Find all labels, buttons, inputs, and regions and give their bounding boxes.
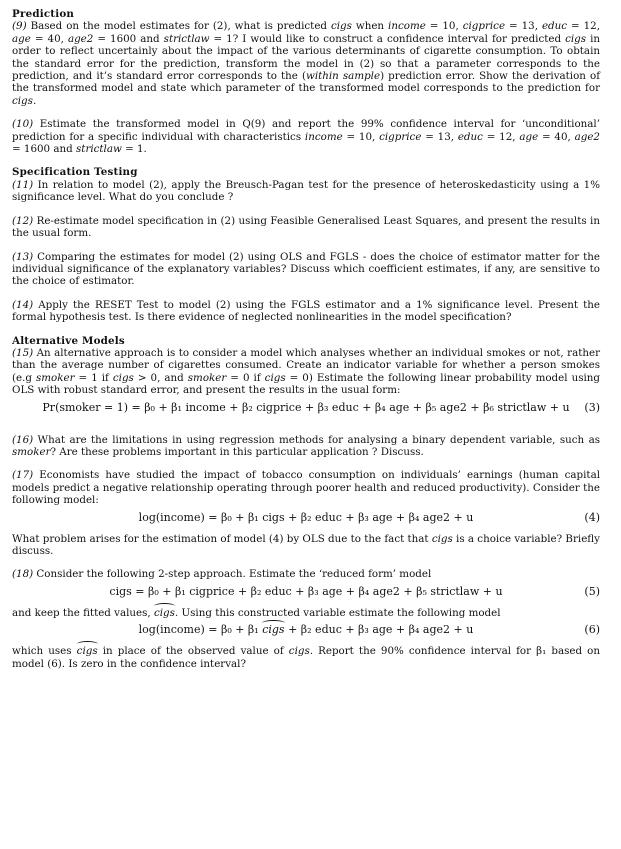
var: age xyxy=(519,130,539,143)
text: = 10, xyxy=(425,20,463,33)
text: and keep the fitted values, xyxy=(12,606,154,619)
text: = 1600 and xyxy=(93,32,164,45)
question-number: (12) xyxy=(12,214,34,227)
text: What are the limitations in using regression methods for analysing a binary dependent variable, such as xyxy=(33,433,600,446)
text: = 13, xyxy=(505,20,542,33)
equation-body xyxy=(139,624,474,636)
text: = 0 if xyxy=(226,371,265,384)
text: = 10, xyxy=(342,130,380,143)
document-page xyxy=(12,8,600,670)
equation-body: Pr(smoker = 1) = β₀ + β₁ income + β₂ cigprice + β₃ educ + β₄ age + β₅ age2 + β₆ strictlaw + u xyxy=(42,400,570,414)
var: cigprice xyxy=(462,20,506,33)
text: when xyxy=(351,20,389,33)
question-18 xyxy=(12,568,600,580)
text: Consider the following 2-step approach. Estimate the ‘reduced form’ model xyxy=(33,568,432,581)
var: age xyxy=(12,32,31,45)
question-9 xyxy=(12,20,600,107)
text: which uses xyxy=(12,645,77,658)
var-hat: cigs xyxy=(76,645,98,658)
equation-number: (6) xyxy=(584,623,600,637)
equation-body: cigs = β₀ + β₁ cigprice + β₂ educ + β₃ age + β₄ age2 + β₅ strictlaw + u xyxy=(109,584,503,598)
var: educ xyxy=(541,20,568,33)
question-number: (9) xyxy=(12,20,27,33)
question-number: (18) xyxy=(12,568,34,581)
text: Estimate the transformed model in Q(9) and report the 99% confidence interval for ‘unconditional’ prediction for a specific individual with characteristics xyxy=(12,118,600,143)
text: What problem arises for the estimation of model (4) by OLS due to the fact that xyxy=(12,532,432,545)
text: Apply the RESET Test to model (2) using the FGLS estimator and a 1% significance level. Present the formal hypothesis test. Is there evidence of neglected nonlinearities in the model specification? xyxy=(12,298,600,324)
var: educ xyxy=(457,130,483,143)
section-heading-alternative-models: Alternative Models xyxy=(12,334,125,347)
text: = 1? I would like to construct a confidence interval for predicted xyxy=(209,32,566,45)
equation-4 xyxy=(12,512,600,528)
text: . xyxy=(32,94,37,107)
text: log(income) = β₀ + β₁ xyxy=(138,623,263,637)
var-hat: cigs xyxy=(153,606,175,619)
text: In relation to model (2), apply the Breusch-Pagan test for the presence of heteroskedasticity using a 1% significance level. What do you conclude ? xyxy=(12,178,600,204)
var: cigs xyxy=(330,20,352,33)
question-14 xyxy=(12,299,600,324)
question-18-followup xyxy=(12,607,600,619)
text: ) prediction error. Show the derivation of the transformed model and state which parameter of the transformed model corresponds to the prediction for xyxy=(12,70,601,95)
question-18-final xyxy=(12,645,600,670)
text: . Using this constructed variable estimate the following model xyxy=(174,606,501,619)
text: is a choice variable? Briefly discuss. xyxy=(12,532,600,557)
question-number: (11) xyxy=(12,178,34,191)
text: Comparing the estimates for model (2) using OLS and FGLS - does the choice of estimator matter for the individual significance of the explanatory variables? Discuss which coefficient estimates, if any, are sensitive to the choice of estimator. xyxy=(12,250,600,288)
text: = 0) Estimate the following linear probability model using OLS with robust standard error, and present the results in the usual form: xyxy=(12,371,600,397)
question-number: (10) xyxy=(12,118,34,131)
text: Based on the model estimates for (2), what is predicted xyxy=(26,20,331,33)
var: smoker xyxy=(187,371,227,384)
question-16 xyxy=(12,434,600,459)
var: income xyxy=(388,20,426,33)
text: = 12, xyxy=(567,20,601,33)
question-17-followup xyxy=(12,533,600,558)
var-hat: cigs xyxy=(262,623,285,637)
var: strictlaw xyxy=(163,32,210,45)
section-heading-specification-testing: Specification Testing xyxy=(12,166,138,179)
text: = 1 if xyxy=(74,371,113,384)
emph: within sample xyxy=(306,70,381,83)
question-number: (15) xyxy=(12,346,34,359)
question-12 xyxy=(12,215,600,240)
text: = 12, xyxy=(482,130,520,143)
text: Economists have studied the impact of tobacco consumption on individuals’ earnings (human capital models predict a negative relationship operating through poorer health and reduced productivity). Consider the following model: xyxy=(12,469,600,507)
var: cigs xyxy=(264,371,286,384)
var: smoker xyxy=(12,445,51,458)
var: cigs xyxy=(12,94,33,107)
var: strictlaw xyxy=(76,143,122,156)
question-number: (17) xyxy=(12,469,34,482)
var: age2 xyxy=(67,32,94,45)
question-number: (13) xyxy=(12,250,34,263)
section-heading-prediction: Prediction xyxy=(12,8,75,20)
text: in order to reflect uncertainly about the impact of the various determinants of cigarette consumption. To obtain the standard error for the prediction, transform the model in (2) so that a parameter corresponds to the prediction, and it’s standard error corresponds to the ( xyxy=(12,32,600,83)
equation-6 xyxy=(12,624,600,640)
equation-number: (4) xyxy=(584,510,600,524)
text: An alternative approach is to consider a model which analyses whether an individual smokes or not, rather than the average number of cigarettes consumed. Create an indicator variable for whether a person smokes (e.g xyxy=(12,346,600,384)
text: = 40, xyxy=(538,130,575,143)
var: smoker xyxy=(36,371,75,384)
equation-number: (3) xyxy=(584,400,600,414)
text: + β₂ educ + β₃ age + β₄ age2 + u xyxy=(284,623,474,637)
question-17 xyxy=(12,469,600,506)
question-10 xyxy=(12,118,600,155)
text: = 40, xyxy=(30,32,68,45)
equation-3 xyxy=(12,402,600,418)
text: = 1. xyxy=(121,143,147,156)
question-number: (14) xyxy=(12,298,34,311)
var: income xyxy=(304,130,343,143)
text: Re-estimate model specification in (2) using Feasible Generalised Least Squares, and present the results in the usual form. xyxy=(12,214,600,240)
equation-number: (5) xyxy=(584,584,600,598)
equation-body: log(income) = β₀ + β₁ cigs + β₂ educ + β₃ age + β₄ age2 + u xyxy=(138,510,474,524)
text: = 1600 and xyxy=(12,143,77,156)
var: cigs xyxy=(288,645,310,658)
question-11 xyxy=(12,179,600,204)
var: cigs xyxy=(431,532,453,545)
text: ? Are these problems important in this particular application ? Discuss. xyxy=(50,445,424,458)
question-13 xyxy=(12,251,600,288)
var: cigs xyxy=(112,371,134,384)
text: > 0, and xyxy=(133,371,188,384)
question-15 xyxy=(12,347,600,397)
text: . Report the 90% confidence interval for β₁ based on model (6). Is zero in the confidence interval? xyxy=(12,645,600,670)
var: age2 xyxy=(574,130,600,143)
text: = 13, xyxy=(421,130,458,143)
var: cigs xyxy=(565,32,587,45)
text: in place of the observed value of xyxy=(97,645,289,658)
question-number: (16) xyxy=(12,433,34,446)
var: cigprice xyxy=(379,130,422,143)
equation-5 xyxy=(12,586,600,602)
